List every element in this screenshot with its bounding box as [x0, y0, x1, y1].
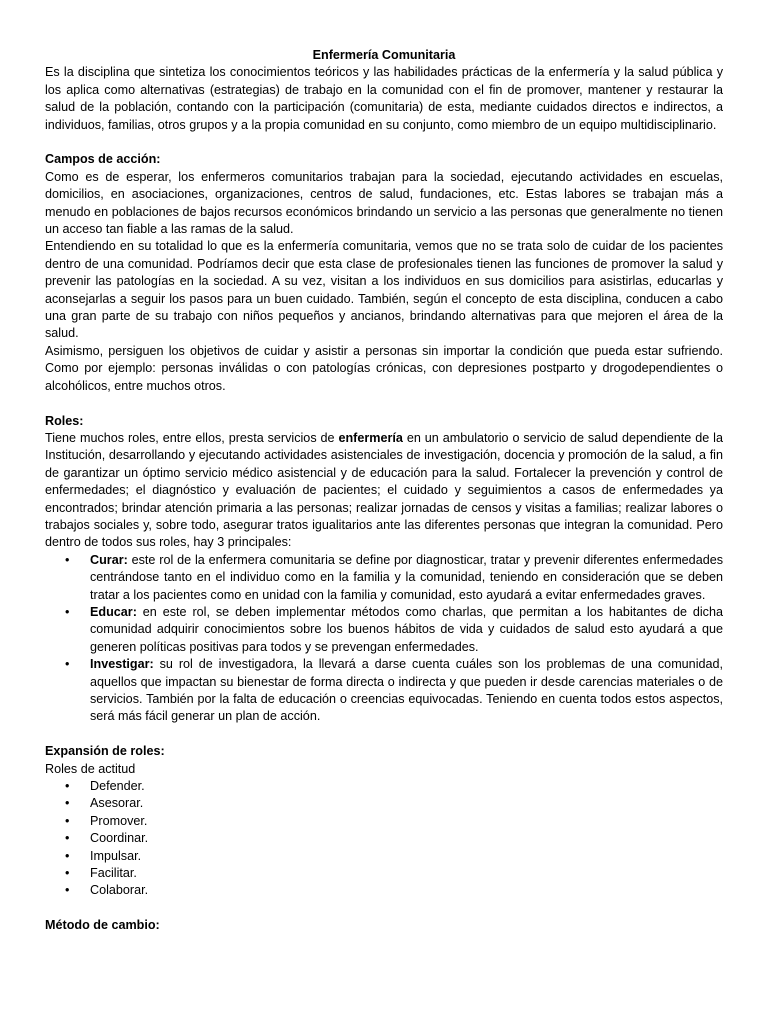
bullet-icon: •	[65, 604, 70, 619]
list-item: • Colaborar.	[45, 882, 723, 899]
list-item: • Educar: en este rol, se deben implementar métodos como charlas, que permitan a los habitantes de dicha comunidad adquirir conocimientos sobre los buenos hábitos de vida y cuidados de salud esto ayudará a que generen políticas positivas para todos y se prevengan enfermedades.	[65, 604, 723, 654]
bullet-icon: •	[65, 813, 70, 828]
list-item: • Investigar: su rol de investigadora, la llevará a darse cuenta cuáles son los problemas de una comunidad, aquellos que impactan su bienestar de forma directa o indirecta y que pueden ir desde carencias materiales o de servicios. También por la falta de educación o creencias equivocadas. Teniendo en cuenta todos estos aspectos, será más fácil generar un plan de acción.	[65, 657, 723, 724]
bullet-icon: •	[65, 848, 70, 863]
roles-paragraph: Tiene muchos roles, entre ellos, presta servicios de enfermería en un ambulatorio o servicio de salud dependiente de la Institución, desarrollando y ejecutando actividades asistenciales de investigación, docencia y promoción de la salud, a fin de garantizar un óptimo servicio médico asistencial y de educación para la salud. Fortalecer la prevención y control de enfermedades; el diagnóstico y evaluación de pacientes; el cuidado y seguimientos a casos de enfermedades ya encontrados; brindar atención primaria a las personas; realizar jornadas de censos y visitas a familias; realizar labores o trabajos sociales y, sobre todo, asegurar tratos igualitarios ante las diferentes personas que integran la comunidad. Pero dentro de todos sus roles, hay 3 principales:	[45, 430, 723, 550]
bullet-icon: •	[65, 866, 70, 881]
document-body	[45, 47, 723, 935]
list-item: • Coordinar.	[45, 830, 723, 847]
roles-bold-term: enfermería	[338, 430, 403, 445]
campos-paragraph-2: Entendiendo en su totalidad lo que es la enfermería comunitaria, vemos que no se trata solo de cuidar de los pacientes dentro de una comunidad. Podríamos decir que esta clase de profesionales tienen las funciones de promover la salud y prevenir las patologías en la sociedad. A su vez, visitan a los individuos en sus domicilios para asistirlas, educarlas y aconsejarlas a seguir los pasos para un buen cuidado. También, según el concepto de esta disciplina, conducen a cabo una gran parte de su trabajo con niños pequeños y ancianos, brindando alternativas para que mejoren el área de la salud.	[45, 239, 723, 341]
metodo-heading: Método de cambio:	[45, 918, 160, 933]
bullet-icon: •	[65, 779, 70, 794]
list-item: • Defender.	[45, 778, 723, 795]
list-item: • Facilitar.	[45, 865, 723, 882]
bullet-icon: •	[65, 883, 70, 898]
list-item: • Curar: este rol de la enfermera comunitaria se define por diagnosticar, tratar y prevenir diferentes enfermedades centrándose tanto en el individuo como en la familia y la comunidad, teniendo en consideración que se deben tratar a los pacientes como en unidad con la familia y comunidad, esto ayudará a evitar enfermedades graves.	[65, 552, 723, 602]
expansion-subheading: Roles de actitud	[45, 761, 136, 776]
list-item: • Asesorar.	[45, 795, 723, 812]
expansion-heading: Expansión de roles:	[45, 744, 165, 759]
campos-heading: Campos de acción:	[45, 152, 161, 167]
list-item: • Promover.	[45, 813, 723, 830]
bullet-icon: •	[65, 831, 70, 846]
campos-paragraph-3: Asimismo, persiguen los objetivos de cuidar y asistir a personas sin importar la condición que pueda estar sufriendo. Como por ejemplo: personas inválidas o con patologías crónicas, con depresiones postparto y drogodependientes o alcohólicos, entre muchos otros.	[45, 343, 723, 393]
intro-paragraph: Es la disciplina que sintetiza los conocimientos teóricos y las habilidades prácticas de la enfermería y la salud pública y los aplica como alternativas (estrategias) de trabajo en la comunidad con el fin de promover, mantener y restaurar la salud de la población, contando con la participación (comunitaria) de esta, mediante cuidados directos e indirectos, a individuos, familias, otros grupos y a la propia comunidad en su conjunto, como miembro de un equipo multidisciplinario.	[45, 65, 723, 132]
campos-paragraph-1: Como es de esperar, los enfermeros comunitarios trabajan para la sociedad, ejecutando actividades en escuelas, domicilios, en asociaciones, organizaciones, centros de salud, fundaciones, etc. Estas labores se trabajan más a menudo en poblaciones de bajos recursos económicos brindando un servicio a las personas que generalmente no tienen un acceso tan fiable a las ramas de la salud.	[45, 169, 723, 237]
bullet-icon: •	[65, 552, 70, 567]
roles-heading: Roles:	[45, 413, 84, 428]
document-title: Enfermería Comunitaria	[312, 48, 456, 62]
list-item: • Impulsar.	[45, 848, 723, 865]
bullet-icon: •	[65, 657, 70, 672]
main-roles-list	[45, 552, 723, 726]
attitude-roles-list	[45, 778, 723, 900]
bullet-icon: •	[65, 796, 70, 811]
